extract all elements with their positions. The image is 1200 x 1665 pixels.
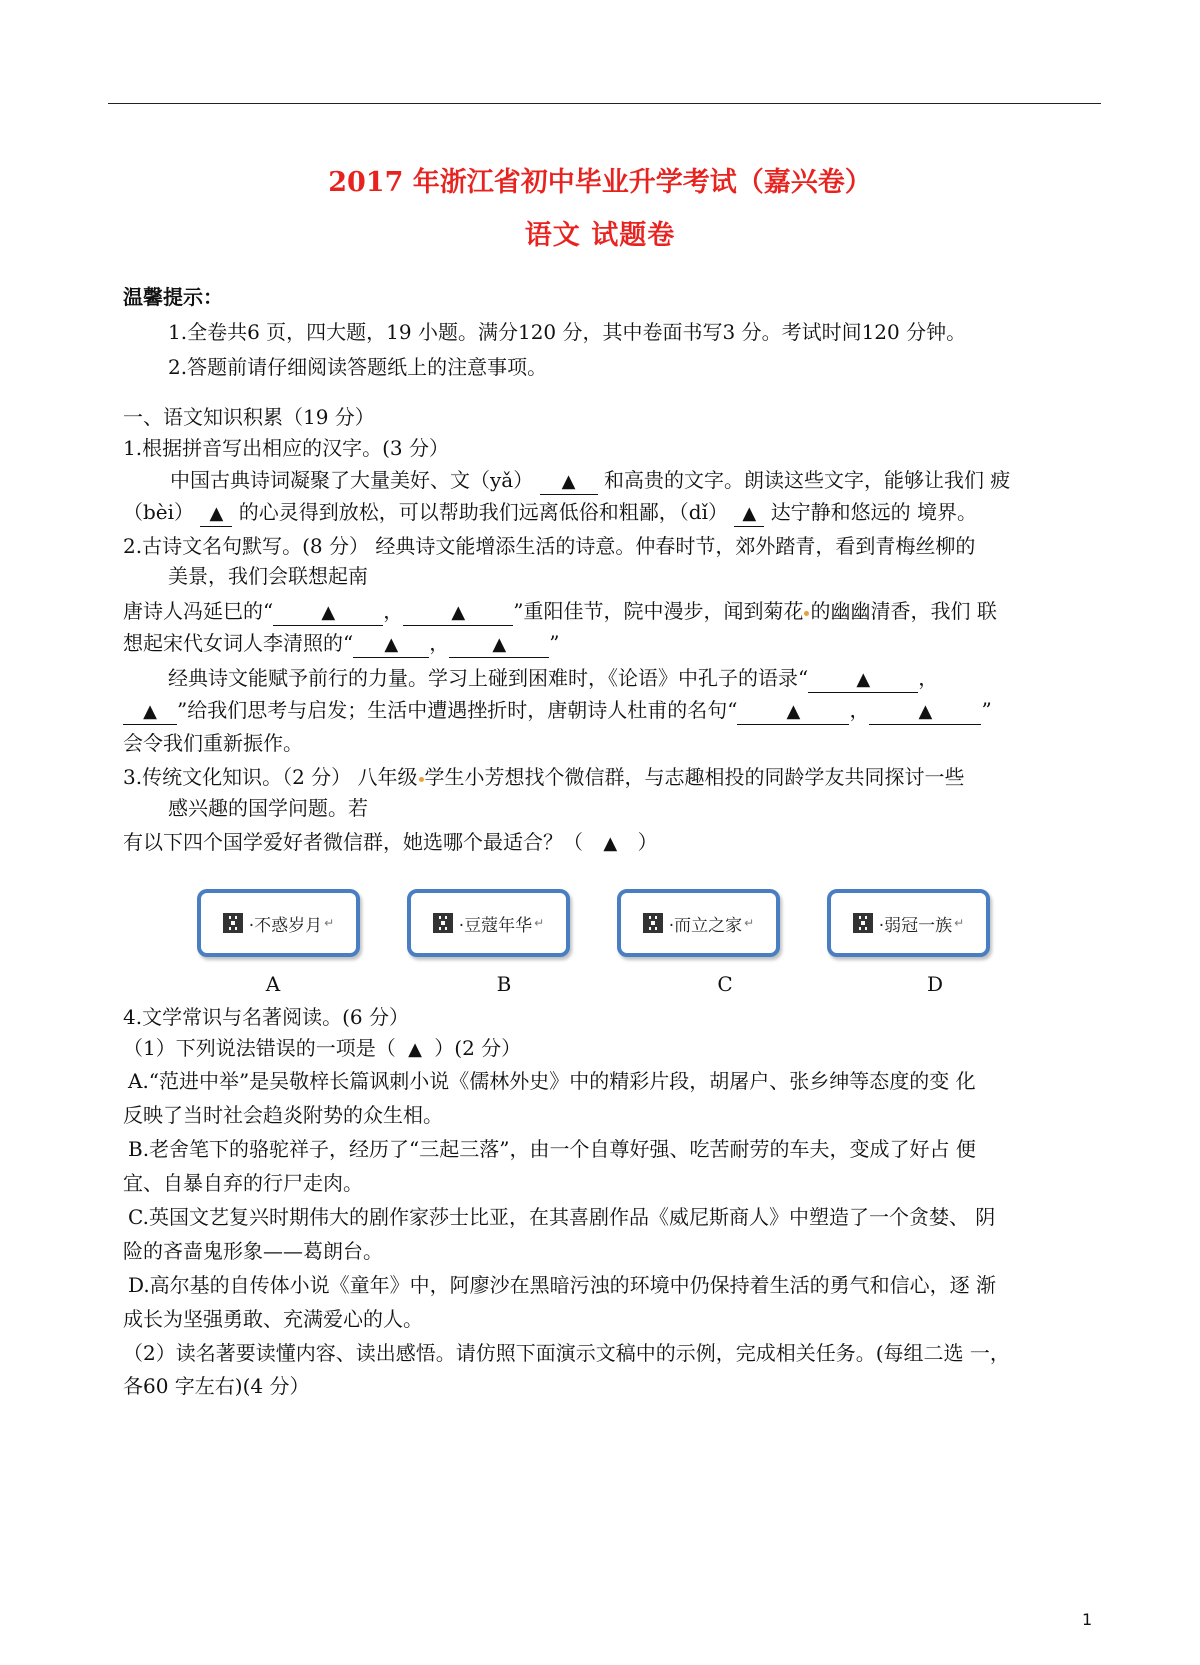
q4-stem: 4.文学常识与名著阅读。(6 分） xyxy=(123,1005,409,1029)
qr-code-icon xyxy=(853,913,873,933)
q2-line-6: ▲ ”给我们思考与启发；生活中遭遇挫折时，唐朝诗人杜甫的名句“ ▲ ， ▲ ” xyxy=(123,696,992,725)
q2-line-7: 会令我们重新振作。 xyxy=(123,731,303,755)
q2-line-5: 经典诗文能赋予前行的力量。学习上碰到困难时，《论语》中孔子的语录“ ▲ ， xyxy=(168,664,938,693)
return-mark-icon: ↵ xyxy=(324,916,335,930)
option-b-line-1: B.老舍笔下的骆驼祥子，经历了“三起三落”，由一个自尊好强、吃苦耐劳的车夫，变成了好占 便 xyxy=(128,1137,976,1161)
stray-mark xyxy=(419,777,424,782)
option-letter-d: D xyxy=(926,972,944,996)
wechat-group-option-c[interactable]: ·而立之家 ↵ xyxy=(617,889,780,957)
wechat-group-option-d[interactable]: ·弱冠一族 ↵ xyxy=(827,889,990,957)
q4-part-2-line-2: 各60 字左右)(4 分） xyxy=(123,1374,310,1398)
section-1-heading: 一、语文知识积累（19 分） xyxy=(123,405,375,429)
q1-line-1: 中国古典诗词凝聚了大量美好、文（yǎ） ▲ 和高贵的文字。朗读这些文字，能够让我们 疲 xyxy=(170,466,1010,495)
qr-code-icon xyxy=(223,913,243,933)
page-number: 1 xyxy=(1082,1610,1093,1629)
q2-line-1: 2.古诗文名句默写。(8 分） 经典诗文能增添生活的诗意。仲春时节，郊外踏青，看到青梅丝柳的 xyxy=(123,534,976,558)
answer-blank: ▲ xyxy=(737,700,849,725)
stray-mark xyxy=(804,611,809,616)
option-a-line-2: 反映了当时社会趋炎附势的众生相。 xyxy=(123,1103,443,1127)
wechat-group-option-a[interactable]: ·不惑岁月 ↵ xyxy=(197,889,360,957)
tip-2: 2.答题前请仔细阅读答题纸上的注意事项。 xyxy=(168,355,548,379)
option-b-line-2: 宜、自暴自弃的行尸走肉。 xyxy=(123,1171,363,1195)
option-c-line-1: C.英国文艺复兴时期伟大的剧作家莎士比亚，在其喜剧作品《威尼斯商人》中塑造了一个贪婪、 阴 xyxy=(128,1205,996,1229)
answer-blank: ▲ xyxy=(200,502,232,527)
return-mark-icon: ↵ xyxy=(534,916,545,930)
answer-blank: ▲ xyxy=(734,502,764,527)
answer-blank: ▲ xyxy=(808,668,918,693)
q2-line-2: 美景，我们会联想起南 xyxy=(168,564,368,588)
exam-title: 2017 年浙江省初中毕业升学考试（嘉兴卷） xyxy=(328,167,872,198)
answer-blank: ▲ xyxy=(353,633,429,658)
option-letter-b: B xyxy=(496,972,512,996)
answer-blank: ▲ xyxy=(540,470,598,495)
q2-line-4: 想起宋代女词人李清照的“ ▲ ， ▲ ” xyxy=(123,629,559,658)
return-mark-icon: ↵ xyxy=(744,916,755,930)
q3-line-1: 3.传统文化知识。（2 分） 八年级 学生小芳想找个微信群，与志趣相投的同龄学友共同探讨一些 xyxy=(123,765,965,789)
return-mark-icon: ↵ xyxy=(954,916,965,930)
q4-part-1: （1）下列说法错误的一项是（ ▲ ）(2 分） xyxy=(123,1036,522,1060)
option-letter-c: C xyxy=(717,972,733,996)
answer-blank: ▲ xyxy=(869,700,981,725)
option-d-line-2: 成长为坚强勇敢、充满爱心的人。 xyxy=(123,1307,423,1331)
q3-line-3: 有以下四个国学爱好者微信群，她选哪个最适合？（ ▲ ） xyxy=(123,830,658,854)
tip-1: 1.全卷共6 页，四大题，19 小题。满分120 分，其中卷面书写3 分。考试时间120 分钟。 xyxy=(168,320,967,344)
exam-subtitle: 语文 试题卷 xyxy=(524,220,676,251)
option-letter-a: A xyxy=(265,972,281,996)
q2-line-3: 唐诗人冯延巳的“ ▲ ， ▲ ”重阳佳节，院中漫步，闻到菊花 的幽幽清香，我们 联 xyxy=(123,597,997,626)
answer-blank: ▲ xyxy=(123,700,177,725)
option-d-line-1: D.高尔基的自传体小说《童年》中，阿廖沙在黑暗污浊的环境中仍保持着生活的勇气和信心，逐 渐 xyxy=(128,1273,997,1297)
answer-blank: ▲ xyxy=(449,633,549,658)
answer-mark: ▲ xyxy=(603,833,618,854)
answer-mark: ▲ xyxy=(408,1039,422,1060)
q1-stem: 1.根据拼音写出相应的汉字。(3 分） xyxy=(123,436,449,460)
q3-line-2: 感兴趣的国学问题。若 xyxy=(168,796,368,820)
top-rule xyxy=(108,103,1101,104)
wechat-group-option-b[interactable]: ·豆蔻年华 ↵ xyxy=(407,889,570,957)
tips-heading: 温馨提示： xyxy=(123,285,223,309)
qr-code-icon xyxy=(433,913,453,933)
q1-line-2: （bèi） ▲ 的心灵得到放松，可以帮助我们远离低俗和粗鄙，（dǐ） ▲ 达宁静和悠远的 境界。 xyxy=(123,498,977,527)
answer-blank: ▲ xyxy=(273,601,383,626)
option-a-line-1: A.“范进中举”是吴敬梓长篇讽刺小说《儒林外史》中的精彩片段，胡屠户、张乡绅等态度的变 化 xyxy=(128,1069,976,1093)
answer-blank: ▲ xyxy=(403,601,513,626)
q4-part-2-line-1: （2）读名著要读懂内容、读出感悟。请仿照下面演示文稿中的示例，完成相关任务。(每组二选 一， xyxy=(123,1341,1010,1365)
qr-code-icon xyxy=(643,913,663,933)
option-c-line-2: 险的吝啬鬼形象——葛朗台。 xyxy=(123,1239,383,1263)
